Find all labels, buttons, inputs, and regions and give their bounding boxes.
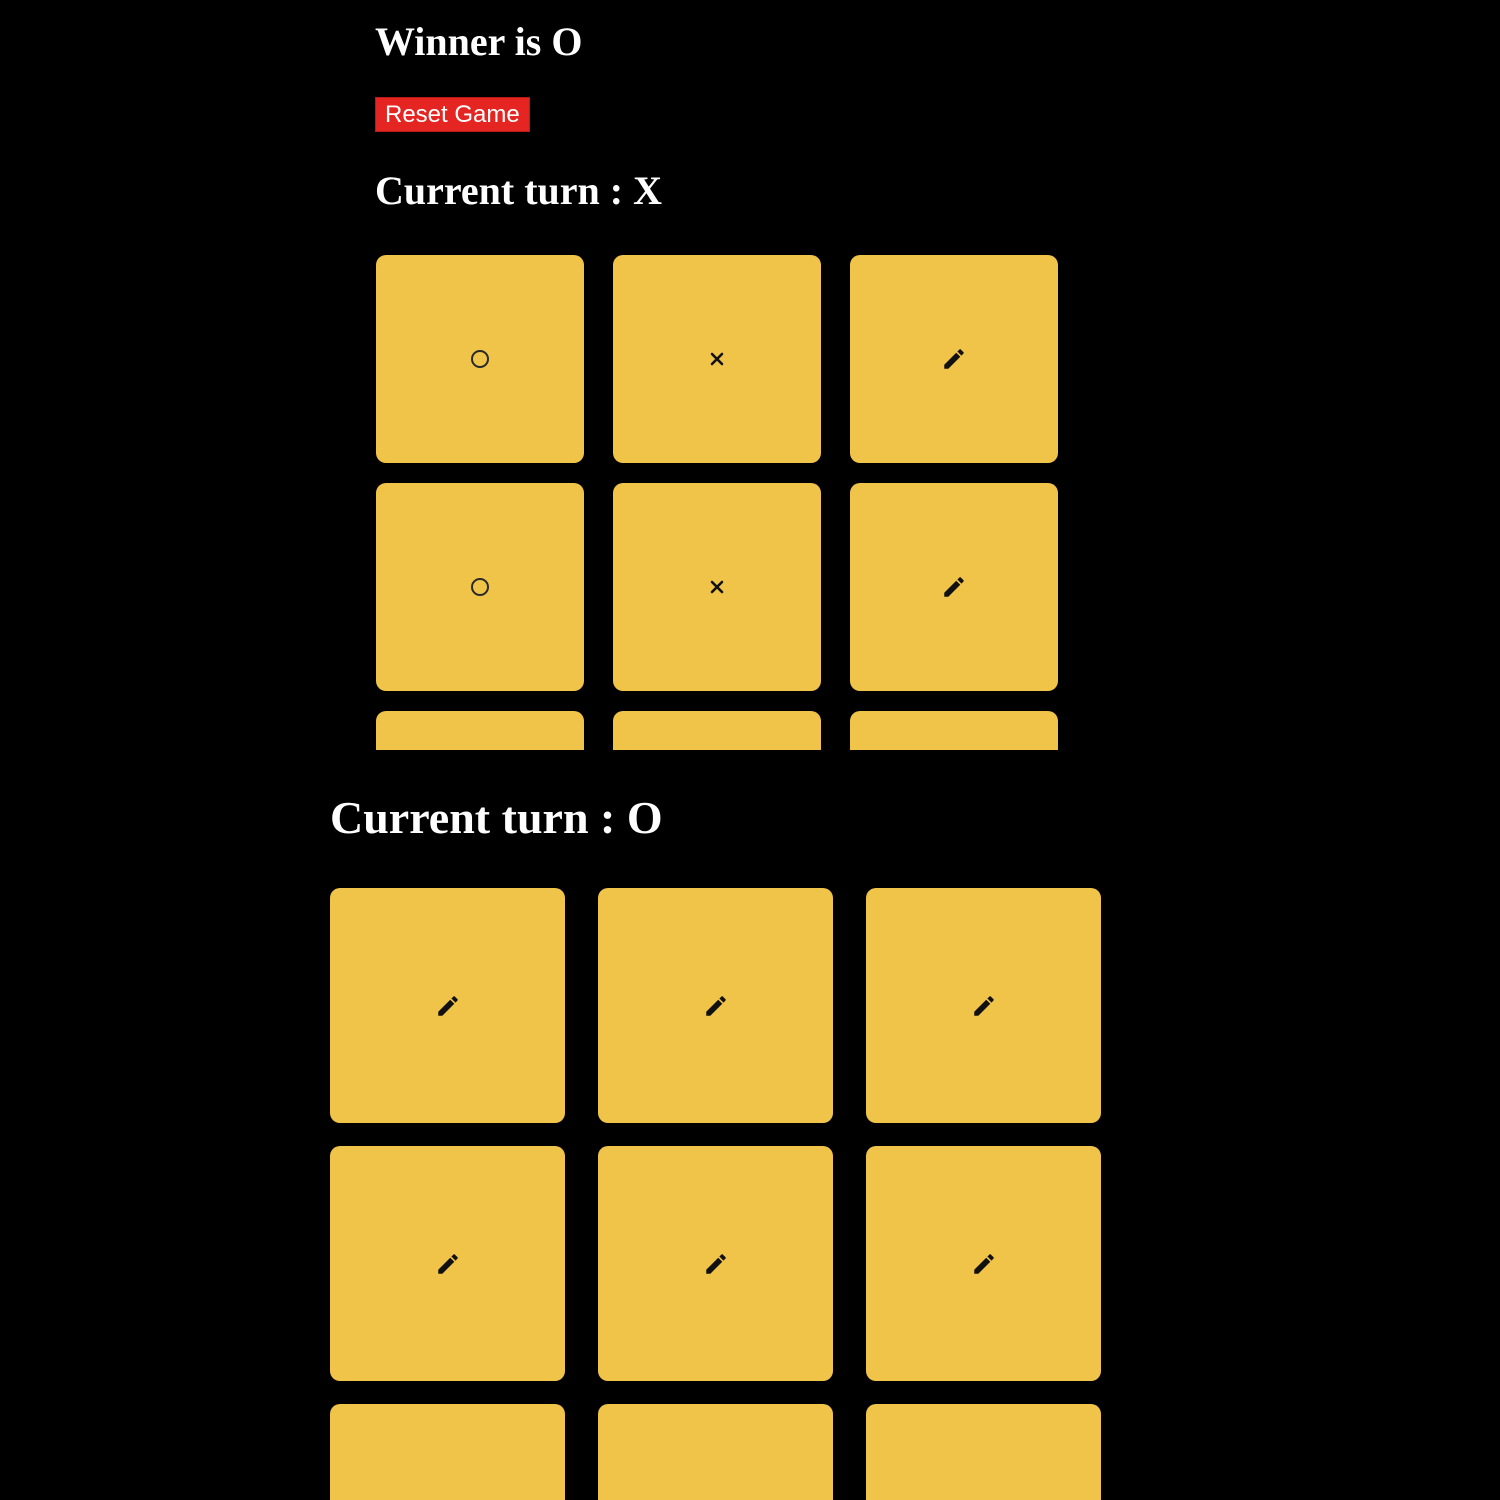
- board-cell-4[interactable]: [376, 483, 584, 691]
- winner-heading: Winner is O: [375, 19, 583, 64]
- board-cell-7[interactable]: [376, 711, 584, 750]
- board-cell-8[interactable]: [613, 711, 821, 750]
- game-board: [376, 255, 1058, 750]
- pencil-icon: [971, 993, 997, 1019]
- board-cell-5[interactable]: [598, 1146, 833, 1381]
- game-view-bottom: [0, 750, 1500, 1500]
- pencil-icon: [941, 574, 967, 600]
- circle-o-icon: [471, 578, 489, 596]
- pencil-icon: [971, 1251, 997, 1277]
- board-cell-3[interactable]: [850, 255, 1058, 463]
- board-cell-6[interactable]: [866, 1146, 1101, 1381]
- pencil-icon: [703, 993, 729, 1019]
- board-cell-8[interactable]: [598, 1404, 833, 1500]
- current-turn-heading: Current turn : X: [375, 168, 663, 213]
- board-cell-3[interactable]: [866, 888, 1101, 1123]
- pencil-icon: [941, 346, 967, 372]
- game-board: [330, 888, 1101, 1500]
- cross-x-icon: [709, 351, 725, 367]
- board-cell-4[interactable]: [330, 1146, 565, 1381]
- board-cell-5[interactable]: [613, 483, 821, 691]
- board-cell-7[interactable]: [330, 1404, 565, 1500]
- board-cell-1[interactable]: [330, 888, 565, 1123]
- board-cell-9[interactable]: [850, 711, 1058, 750]
- board-cell-9[interactable]: [866, 1404, 1101, 1500]
- board-cell-6[interactable]: [850, 483, 1058, 691]
- pencil-icon: [703, 1251, 729, 1277]
- board-cell-2[interactable]: [598, 888, 833, 1123]
- current-turn-heading: Current turn : O: [330, 792, 663, 843]
- board-cell-1[interactable]: [376, 255, 584, 463]
- pencil-icon: [435, 993, 461, 1019]
- cross-x-icon: [709, 579, 725, 595]
- board-cell-2[interactable]: [613, 255, 821, 463]
- pencil-icon: [435, 1251, 461, 1277]
- circle-o-icon: [471, 350, 489, 368]
- reset-game-button[interactable]: Reset Game: [375, 97, 530, 132]
